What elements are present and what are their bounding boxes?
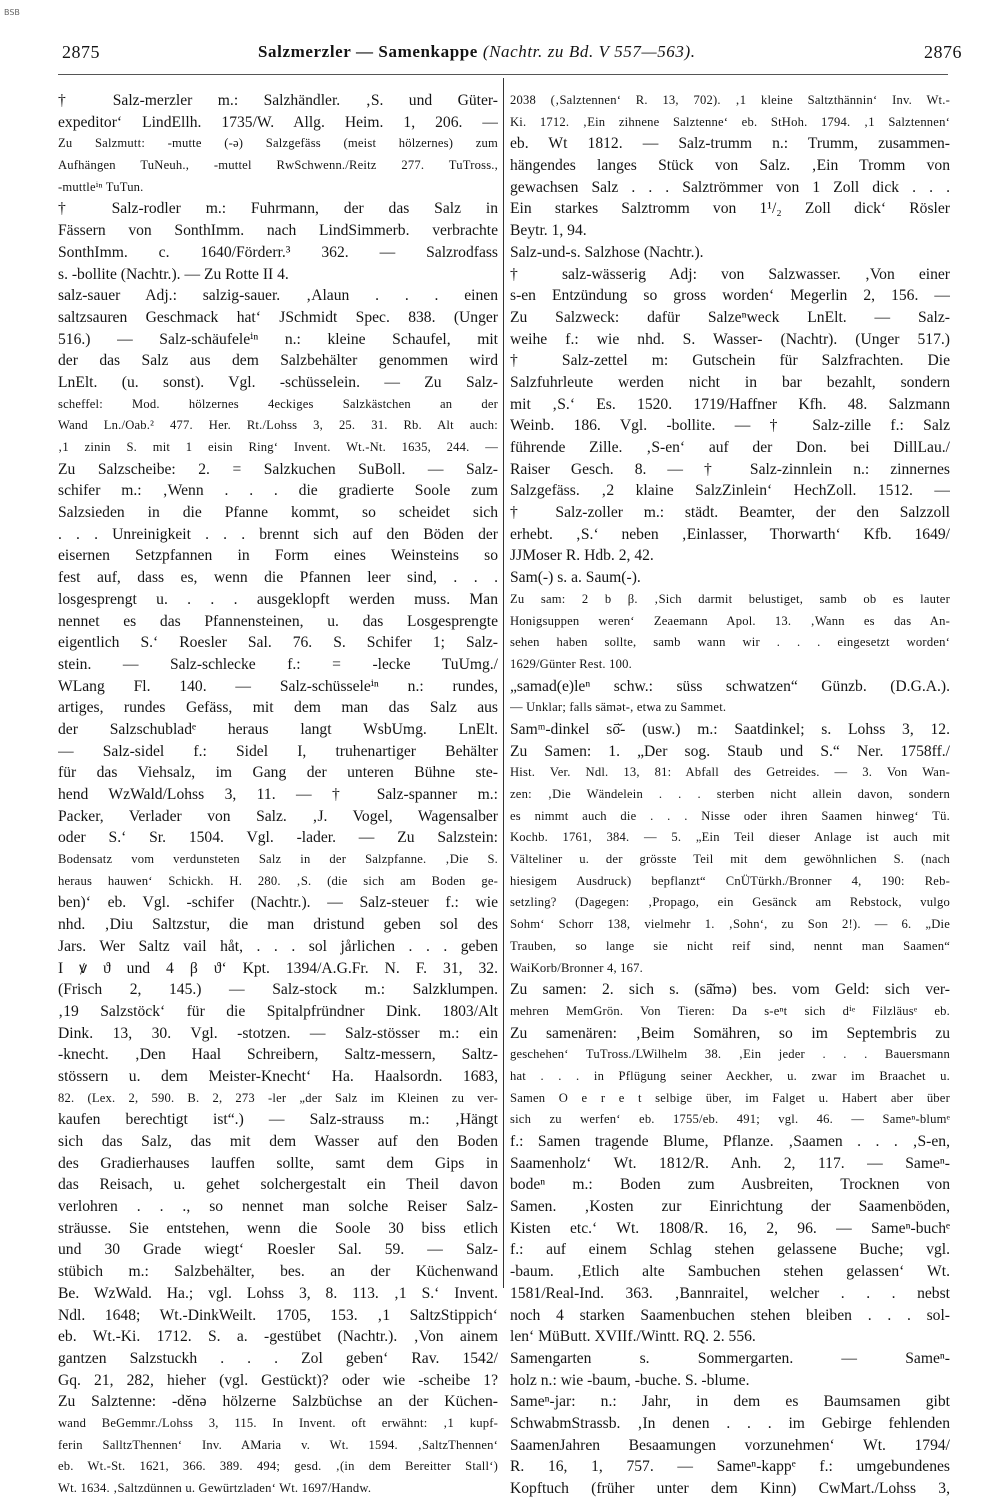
- text-line: f.: Samen tragende Blume, Pflanze. ‚Saamen . . . ‚S-en,: [510, 1133, 950, 1150]
- text-line: Samengarten s. Sommergarten. — Sameⁿ-: [510, 1349, 950, 1367]
- text-line: -muttleⁱⁿ TuTun.: [58, 179, 144, 194]
- text-line: Wt. 1634. ‚Saltzdünnen u. Gewürtzladen‘ Wt. 1697/Handw.: [58, 1481, 372, 1495]
- text-line: † Salz-zettel m: Gutschein für Salzfrachten. Die: [510, 352, 950, 370]
- text-line: 516.) — Salz-schäufeleⁱⁿ n.: kleine Schaufel, mit: [58, 330, 498, 348]
- text-line: stübich m.: Salzbehälter, bes. an der Küchenwand: [58, 1263, 498, 1281]
- text-line: weihe f.: wie nhd. S. Wasser- (Nachtr). (Unger 517.): [510, 330, 950, 348]
- text-line: sich zu werfen‘ eb. 1755/eb. 491; vgl. 46. — Sameⁿ-blumᵉ: [510, 1112, 950, 1127]
- text-line: Weinb. 186. Vgl. -bollite. — † Salz-zille f.: Salz: [510, 417, 950, 435]
- text-line: Salzgefäss. ‚2 klaine SalzZinlein‘ HechZoll. 1512. —: [510, 482, 950, 500]
- text-line: Zu samenären: ‚Beim Somähren, so im Septembris zu: [510, 1024, 950, 1042]
- text-line: zen: ‚Die Wändelein . . . sterben nicht allein davon, sondern: [510, 787, 950, 801]
- text-line: expeditor‘ LindEllh. 1735/W. Allg. Heim. 1, 206. —: [58, 113, 498, 131]
- text-line: ‚1 zinin S. mit 1 eisin Ring‘ Invent. Wt.-Nt. 1635, 244. —: [58, 440, 498, 454]
- text-line: Välteliner u. der grösste Teil mit dem gewöhnlichen S. (nach: [510, 852, 950, 867]
- text-line: „samad(e)leⁿ schw.: süss schwatzen“ Günzb. (D.G.A.).: [510, 677, 950, 695]
- text-line: der das Salz aus dem Salzbehälter genommen wird: [58, 352, 498, 370]
- text-line: scheffel: Mod. hölzernes 4eckiges Salzkästchen an der: [58, 396, 498, 411]
- text-line: SaamenJahren Besaamungen vorzunehmen‘ Wt. 1794/: [510, 1436, 950, 1454]
- text-line: . . . Unreinigkeit . . . brennt sich auf den Böden der: [58, 525, 498, 543]
- library-stamp: BSB: [4, 8, 20, 17]
- text-line: kaufen berechtigt ist“.) — Salz-strauss m.: ‚Hängt: [58, 1111, 498, 1129]
- text-line: Samen O e r e t selbige über, im Falget u. Habert aber über: [510, 1090, 950, 1105]
- text-line: R. 16, 1, 757. — Sameⁿ-kappᵉ f.: umgebundenes: [510, 1458, 950, 1476]
- text-line: gewachsen Salz . . . Salztrömmer von 1 Zoll dick . . .: [510, 178, 950, 196]
- page-number-right: 2876: [924, 42, 962, 62]
- text-line: Fässern von SonthImm. nach LindSimmerb. verbrachte: [58, 222, 498, 240]
- text-line: es nimmt auch die . . . Nisse oder ihren Saamen hinweg‘ Tü.: [510, 808, 950, 823]
- text-line: Zu Salzmutt: -mutte (-ə) Salzgefäss (meist hölzernes) zum: [58, 136, 498, 151]
- text-line: JJMoser R. Hdb. 2, 42.: [510, 547, 654, 565]
- text-line: Zu Salzscheibe: 2. = Salzkuchen SuBoll. — Salz-: [58, 460, 498, 478]
- text-line: Zu Salztenne: -dĕnə hölzerne Salzbüchse an der Küchen-: [58, 1393, 498, 1411]
- text-line: Sam(-) s. a. Saum(-).: [510, 569, 641, 587]
- text-line: ‚19 Salzstöck‘ für die Spitalpfründner Dink. 1803/Alt: [58, 1002, 498, 1020]
- text-line: -baum. ‚Etlich alte Sambuchen stehen gelassen‘ Wt.: [510, 1263, 950, 1281]
- text-line: — Salz-sidel f.: Sidel I, truhenartiger Behälter: [58, 742, 498, 760]
- text-line: ferin SalltzThennen‘ Inv. AMaria v. Wt. 1594. ‚SaltzThennen‘: [58, 1437, 498, 1452]
- text-line: Zu samen: 2. sich s. (sā̆mə) bes. vom Geld: sich ver-: [510, 981, 950, 999]
- text-line: nhd. ‚Diu Saltzstur, die man dristund geben sol des: [58, 916, 498, 934]
- text-line: Be. WzWald. Ha.; vgl. Lohss 3, 8. 113. ‚1 S.‘ Invent.: [58, 1284, 498, 1302]
- text-line: erhebt. ‚S.‘ neben ‚Einlasser, Thorwarth‘ Kfb. 1649/: [510, 525, 950, 543]
- text-line: † Salz-zoller m.: städt. Beamter, der den Salzzoll: [510, 504, 950, 522]
- text-line: f.: auf einem Schlag stehen gelassene Buche; vgl.: [510, 1241, 950, 1259]
- text-line: für das Viehsalz, im Gang der unteren Bühne ste-: [58, 764, 498, 782]
- text-line: Beytr. 1, 94.: [510, 222, 587, 240]
- text-line: s-en Entzündung so gross worden‘ Megerlin 2, 156. —: [510, 287, 950, 305]
- text-line: schifer m.: ‚Wenn . . . die gradierte Soole zum: [58, 482, 498, 500]
- page-title: [258, 42, 696, 62]
- text-line: Ein starkes Salztromm von 1¹/₂ Zoll dick‘ Rösler: [510, 200, 950, 218]
- text-line: Raiser Gesch. 8. — † Salz-zinnlein n.: zinnernes: [510, 460, 950, 478]
- text-line: Jars. Wer Saltz vail håt, . . . sol jårlichen . . . geben: [58, 937, 498, 955]
- text-line: Aufhängen TuNeuh., -muttel RwSchwenn./Reitz 277. TuTross.,: [58, 158, 498, 173]
- text-line: losgesprengt u. . . . ausgeklopft werden muss. Man: [58, 590, 498, 608]
- text-line: Bodensatz vom verdunsteten Salz in der Salzpfanne. ‚Die S.: [58, 852, 498, 867]
- text-line: s. -bollite (Nachtr.). — Zu Rotte II 4.: [58, 265, 289, 283]
- text-line: 82. (Lex. 2, 590. B. 2, 273 -ler „der Salz im Kleinen zu ver-: [58, 1090, 498, 1105]
- text-line: mehren MemGrön. Von Tieren: Da s-eⁿt sich dⁱᵉ Filzläusᵉ eb.: [510, 1003, 950, 1018]
- text-line: 1581/Real-Ind. 363. ‚Bannraitel, welcher . . . nebst: [510, 1284, 950, 1302]
- text-line: Wand Ln./Oab.² 477. Her. Rt./Lohss 3, 25. 31. Rb. Alt auch:: [58, 418, 498, 433]
- text-line: LnElt. (u. sonst). Vgl. -schüsselein. — Zu Salz-: [58, 373, 498, 391]
- text-line: stein. — Salz-schlecke f.: = -lecke TuUmg./: [58, 655, 498, 673]
- text-line: wand BeGemmr./Lohss 3, 115. In Invent. oft erwähnt: ‚1 kupf-: [58, 1415, 498, 1430]
- text-line: mit ‚S.‘ Es. 1520. 1719/Haffner Kfh. 48. Salzmann: [510, 395, 950, 413]
- text-line: Hist. Ver. Ndl. 13, 81: Abfall des Getreides. — 3. Von Wan-: [510, 765, 950, 780]
- text-line: Salzfuhrleute werden nicht in bar bezahlt, sondern: [510, 373, 950, 391]
- text-line: Trauben, so lange sie nicht reif sind, nennt man Saamen“: [510, 938, 950, 953]
- text-column-right: [510, 90, 950, 1500]
- text-line: das Reisach, u. gehet solchergestalt ein Theil davon: [58, 1176, 498, 1194]
- header-rule: [58, 74, 948, 75]
- text-line: setzling? (Dagegen: ‚Propago, ein Gesänck am Rebstock, vulgo: [510, 895, 950, 910]
- text-line: artiges, rundes Gefäss, mit dem man das Salz aus: [58, 699, 498, 717]
- text-line: eb. Wt 1812. — Salz-trumm n.: Trumm, zusammen-: [510, 135, 950, 153]
- text-line: Kopftuch (früher unter dem Kinn) CwMart./Lohss 3,: [510, 1480, 950, 1497]
- column-divider: [503, 78, 504, 1288]
- text-line: hängendes langes Stück von Salz. ‚Ein Tromm von: [510, 157, 950, 175]
- text-line: (Frisch 2, 145.) — Salz-stock m.: Salzklumpen.: [58, 981, 498, 999]
- text-line: geschehen‘ TuTross./LWilhelm 38. ‚Ein jeder . . . Bauersmann: [510, 1047, 950, 1062]
- text-line: gantzen Salzstuckh . . . Zol geben‘ Rav. 1542/: [58, 1349, 498, 1367]
- supplement-reference: (Nachtr. zu Bd. V 557—563).: [482, 42, 696, 61]
- text-line: und 30 Grade wiegt‘ Roesler Sal. 59. — Salz-: [58, 1241, 498, 1259]
- text-line: eb. Wt.-St. 1621, 366. 389. 494; gesd. ‚(in dem Bereitter Stall‘): [58, 1459, 498, 1474]
- text-line: I ꝟ ϑ und 4 β ϑ‘ Kpt. 1394/A.G.Fr. N. F. 31, 32.: [58, 959, 498, 977]
- text-line: oder S.‘ Sr. 1504. Vgl. -lader. — Zu Salzstein:: [58, 829, 498, 847]
- text-line: führende Zille. ‚S-en‘ auf der Don. bei DillLau./: [510, 439, 950, 456]
- text-line: Ki. 1712. ‚Ein zihnene Salztenne‘ eb. StHoh. 1794. ‚1 Salztennen‘: [510, 114, 950, 129]
- text-line: Zu Samen: 1. „Der sog. Staub und S.“ Ner. 1758ff./: [510, 742, 950, 760]
- text-line: † Salz-merzler m.: Salzhändler. ‚S. und Güter-: [58, 92, 498, 109]
- page-number-left: 2875: [62, 42, 100, 62]
- text-line: 1629/Günter Rest. 100.: [510, 656, 632, 671]
- text-line: des Gradierhauses lauffen sollte, samt dem Gips in: [58, 1154, 498, 1172]
- text-line: salz-sauer Adj.: salzig-sauer. ‚Alaun . . . einen: [58, 287, 498, 305]
- text-line: — Unklar; falls sämət-, etwa zu Sammet.: [510, 700, 727, 715]
- text-line: sträusse. Sie entstehen, wenn die Soole 30 biss etlich: [58, 1219, 498, 1237]
- text-line: stössern u. dem Meister-Knecht‘ Ha. Haalsordn. 1683,: [58, 1067, 498, 1085]
- text-line: len‘ MüButt. XVIIf./Wintt. RQ. 2. 556.: [510, 1328, 756, 1346]
- text-line: Packer, Verlader von Salz. ‚J. Vogel, Wagensalber: [58, 807, 498, 825]
- text-line: 2038 (‚Salztennen‘ R. 13, 702). ‚1 kleine Saltzthännin‘ Inv. Wt.-: [510, 93, 950, 107]
- text-line: WLang Fl. 140. — Salz-schüsseleⁱⁿ n.: rundes,: [58, 677, 498, 695]
- headword-range: Salzmerzler — Samenkappe: [258, 42, 478, 61]
- text-line: Zu Salzweck: dafür Salzeⁿweck LnElt. — Salz-: [510, 308, 950, 326]
- text-line: Samᵐ-dinkel sō̆- (usw.) m.: Saatdinkel; s. Lohss 3, 12.: [510, 720, 950, 738]
- text-line: WaiKorb/Bronner 4, 167.: [510, 960, 643, 975]
- text-line: ben)‘ eb. Vgl. -schifer (Nachtr.). — Salz-steuer f.: wie: [58, 894, 498, 912]
- text-line: Salz-und-s. Salzhose (Nachtr.).: [510, 243, 704, 261]
- text-line: SonthImm. c. 1640/Förderr.³ 362. — Salzrodfass: [58, 243, 498, 261]
- text-line: nennet es das Pfannensteinen, u. das Losgesprengte: [58, 612, 498, 630]
- text-line: sehen haben sollte, samb wann wir . . . eingesetzt worden‘: [510, 635, 950, 650]
- text-line: noch 4 starken Saamenbuchen stehen bleiben . . . sol-: [510, 1306, 950, 1324]
- text-line: hat . . . in Pflügung seiner Aeckher, u. zwar im Braachet u.: [510, 1068, 950, 1083]
- text-line: Sameⁿ-jar: n.: Jahr, in dem es Baumsamen gibt: [510, 1393, 950, 1411]
- text-line: saltzsauren Geschmack hat‘ JSchmidt Spec. 838. (Unger: [58, 308, 498, 326]
- text-line: hend WzWald/Lohss 3, 11. — † Salz-spanner m.:: [58, 786, 498, 803]
- text-line: hiesigem Ausdruck) bepflanzt“ CnÜTürkh./Bronner 4, 190: Reb-: [510, 873, 950, 888]
- text-line: Kochb. 1761, 384. — 5. „Ein Teil dieser Anlage ist auch mit: [510, 830, 950, 845]
- text-line: bodeⁿ m.: Boden zum Ausbreiten, Trocknen von: [510, 1176, 950, 1194]
- running-head: [0, 38, 1000, 68]
- text-line: verlohren . . ., so nennet man solche Reiser Salz-: [58, 1198, 498, 1216]
- text-line: holz n.: wie -baum, -buche. S. -blume.: [510, 1371, 750, 1389]
- text-line: Ndl. 1648; Wt.-DinkWeilt. 1705, 153. ‚1 SaltzStippich‘: [58, 1306, 498, 1324]
- text-line: Salzsieden in die Pfanne kommt, so scheidet sich: [58, 504, 498, 522]
- text-line: eisernen Setzpfannen in Form eines Weinsteins so: [58, 547, 498, 565]
- text-line: Dink. 13, 30. Vgl. -stotzen. — Salz-stösser m.: ein: [58, 1024, 498, 1042]
- text-line: † salz-wässerig Adj: von Salzwasser. ‚Von einer: [510, 265, 950, 283]
- text-line: Saamenholz‘ Wt. 1812/R. Anh. 2, 117. — Sameⁿ-: [510, 1154, 950, 1172]
- text-line: Zu sam: 2 b β. ‚Sich darmit belustiget, samb ob es lauter: [510, 591, 950, 606]
- text-line: Samen. ‚Kosten zur Einrichtung der Saamenböden,: [510, 1198, 950, 1216]
- text-column-left: [58, 90, 498, 1500]
- text-line: Honigsuppen weren‘ Zeaemann Apol. 13. ‚Wann es das An-: [510, 613, 950, 628]
- text-line: Sohm‘ Schorr 138, vielmehr 1. ‚Sohn‘, zu Son 2!). — 6. „Die: [510, 917, 950, 932]
- text-line: fest auf, dass es, wenn die Pfannen leer sind, . . .: [58, 569, 498, 587]
- text-line: eigentlich S.‘ Roesler Sal. 76. S. Schifer 1; Salz-: [58, 634, 498, 652]
- text-line: heraus hauwen‘ Schickh. H. 280. ‚S. (die sich am Boden ge-: [58, 873, 498, 888]
- text-line: -knecht. ‚Den Haal Schreibern, Saltz-messern, Saltz-: [58, 1046, 498, 1064]
- text-line: der Salzschubladᵉ heraus langt WsbUmg. LnElt.: [58, 720, 498, 738]
- text-line: sich das Salz, das mit dem Wasser auf den Boden: [58, 1133, 498, 1150]
- text-line: Kisten etc.‘ Wt. 1808/R. 16, 2, 96. — Sameⁿ-buchᵉ: [510, 1219, 950, 1237]
- text-line: † Salz-rodler m.: Fuhrmann, der das Salz in: [58, 200, 498, 218]
- text-line: eb. Wt.-Ki. 1712. S. a. -gestübet (Nachtr.). ‚Von ainem: [58, 1328, 498, 1346]
- text-line: Gq. 21, 282, hieher (vgl. Gestückt)? oder wie -scheibe 1?: [58, 1371, 498, 1389]
- text-line: SchwabmStrassb. ‚In denen . . . im Gebirge fehlenden: [510, 1414, 950, 1432]
